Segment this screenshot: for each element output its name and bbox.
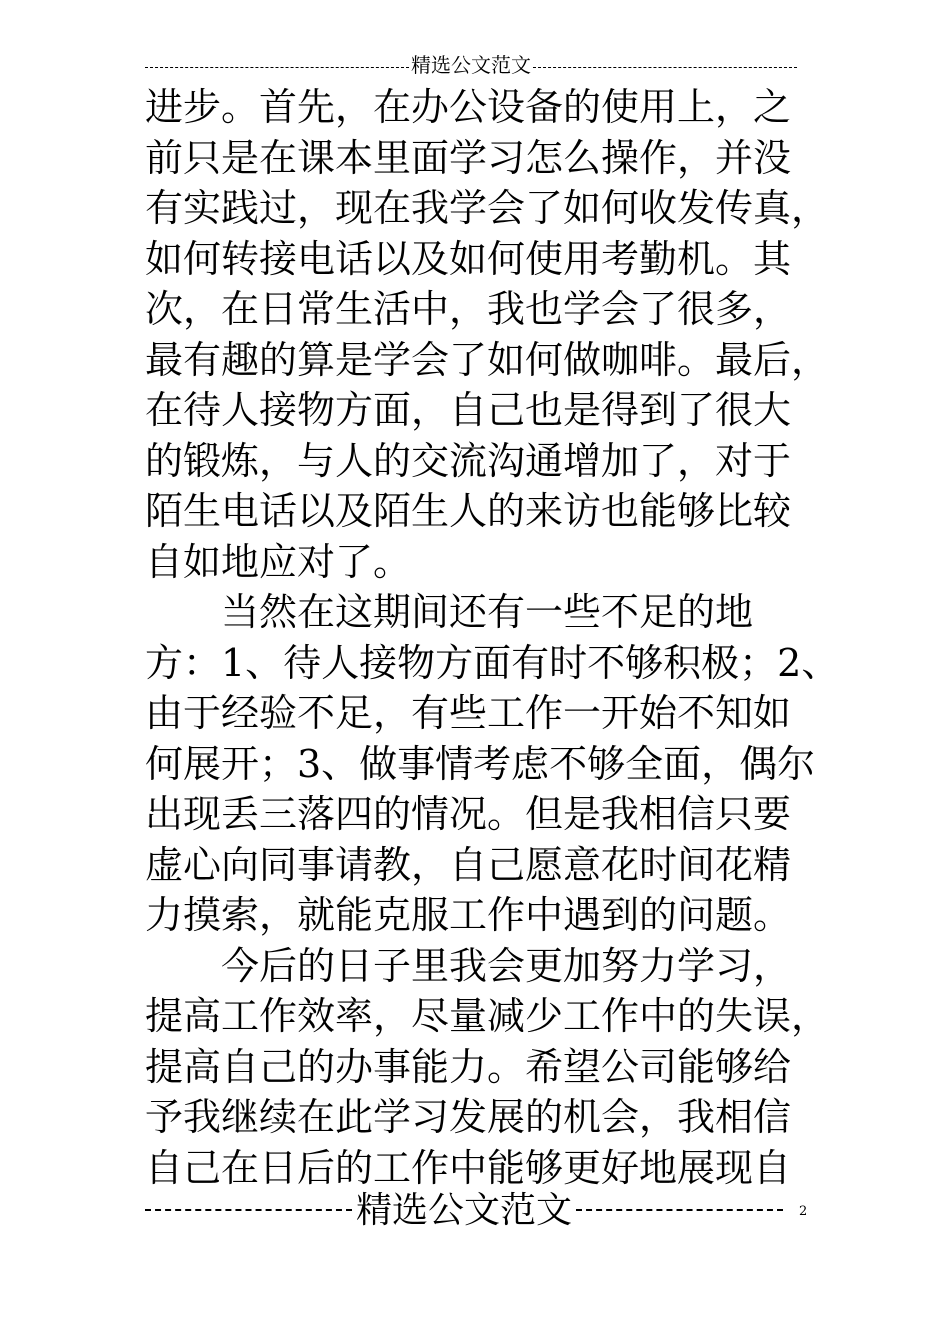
footer-left-dashes xyxy=(145,1209,352,1211)
text-line: 今后的日子里我会更加努力学习， xyxy=(145,943,792,988)
text-line: 自如地应对了。 xyxy=(145,539,412,584)
header-right-dashes xyxy=(533,67,797,68)
page-header xyxy=(145,50,797,80)
text-line: 的锻炼，与人的交流沟通增加了，对于 xyxy=(145,438,792,483)
text-line: 在待人接物方面，自己也是得到了很大 xyxy=(145,388,792,432)
text-line: 有实践过，现在我学会了如何收发传真， xyxy=(145,186,830,230)
text-line: 最有趣的算是学会了如何做咖啡。最后， xyxy=(145,337,830,382)
text-line: 前只是在课本里面学习怎么操作，并没 xyxy=(145,135,792,180)
text-line: 何展开；3、做事情考虑不够全面，偶尔 xyxy=(145,741,816,786)
page-footer xyxy=(145,1184,783,1230)
text-line: 出现丢三落四的情况。但是我相信只要 xyxy=(145,792,792,836)
text-line: 虚心向同事请教，自己愿意花时间花精 xyxy=(145,842,792,887)
page-number: 2 xyxy=(799,1204,808,1219)
text-line: 予我继续在此学习发展的机会，我相信 xyxy=(145,1095,792,1139)
text-line: 方：1、待人接物方面有时不够积极；2、 xyxy=(145,640,840,685)
text-line: 陌生电话以及陌生人的来访也能够比较 xyxy=(145,489,792,533)
footer-right-dashes xyxy=(576,1209,783,1211)
text-line: 力摸索，就能克服工作中遇到的问题。 xyxy=(145,893,792,937)
text-line: 当然在这期间还有一些不足的地 xyxy=(145,590,754,634)
header-title: 精选公文范文 xyxy=(411,53,531,77)
document-body xyxy=(145,82,840,1193)
text-line: 提高工作效率，尽量减少工作中的失误， xyxy=(145,994,830,1038)
text-line: 次，在日常生活中，我也学会了很多， xyxy=(145,287,792,331)
text-line: 由于经验不足，有些工作一开始不知如 xyxy=(145,691,792,735)
text-line: 提高自己的办事能力。希望公司能够给 xyxy=(145,1044,792,1089)
header-left-dashes xyxy=(145,67,409,68)
footer-title: 精选公文范文 xyxy=(356,1189,573,1231)
text-line: 如何转接电话以及如何使用考勤机。其 xyxy=(145,236,792,281)
text-line: 进步。首先，在办公设备的使用上，之 xyxy=(145,85,792,129)
text-line: 自己在日后的工作中能够更好地展现自 xyxy=(145,1145,792,1190)
